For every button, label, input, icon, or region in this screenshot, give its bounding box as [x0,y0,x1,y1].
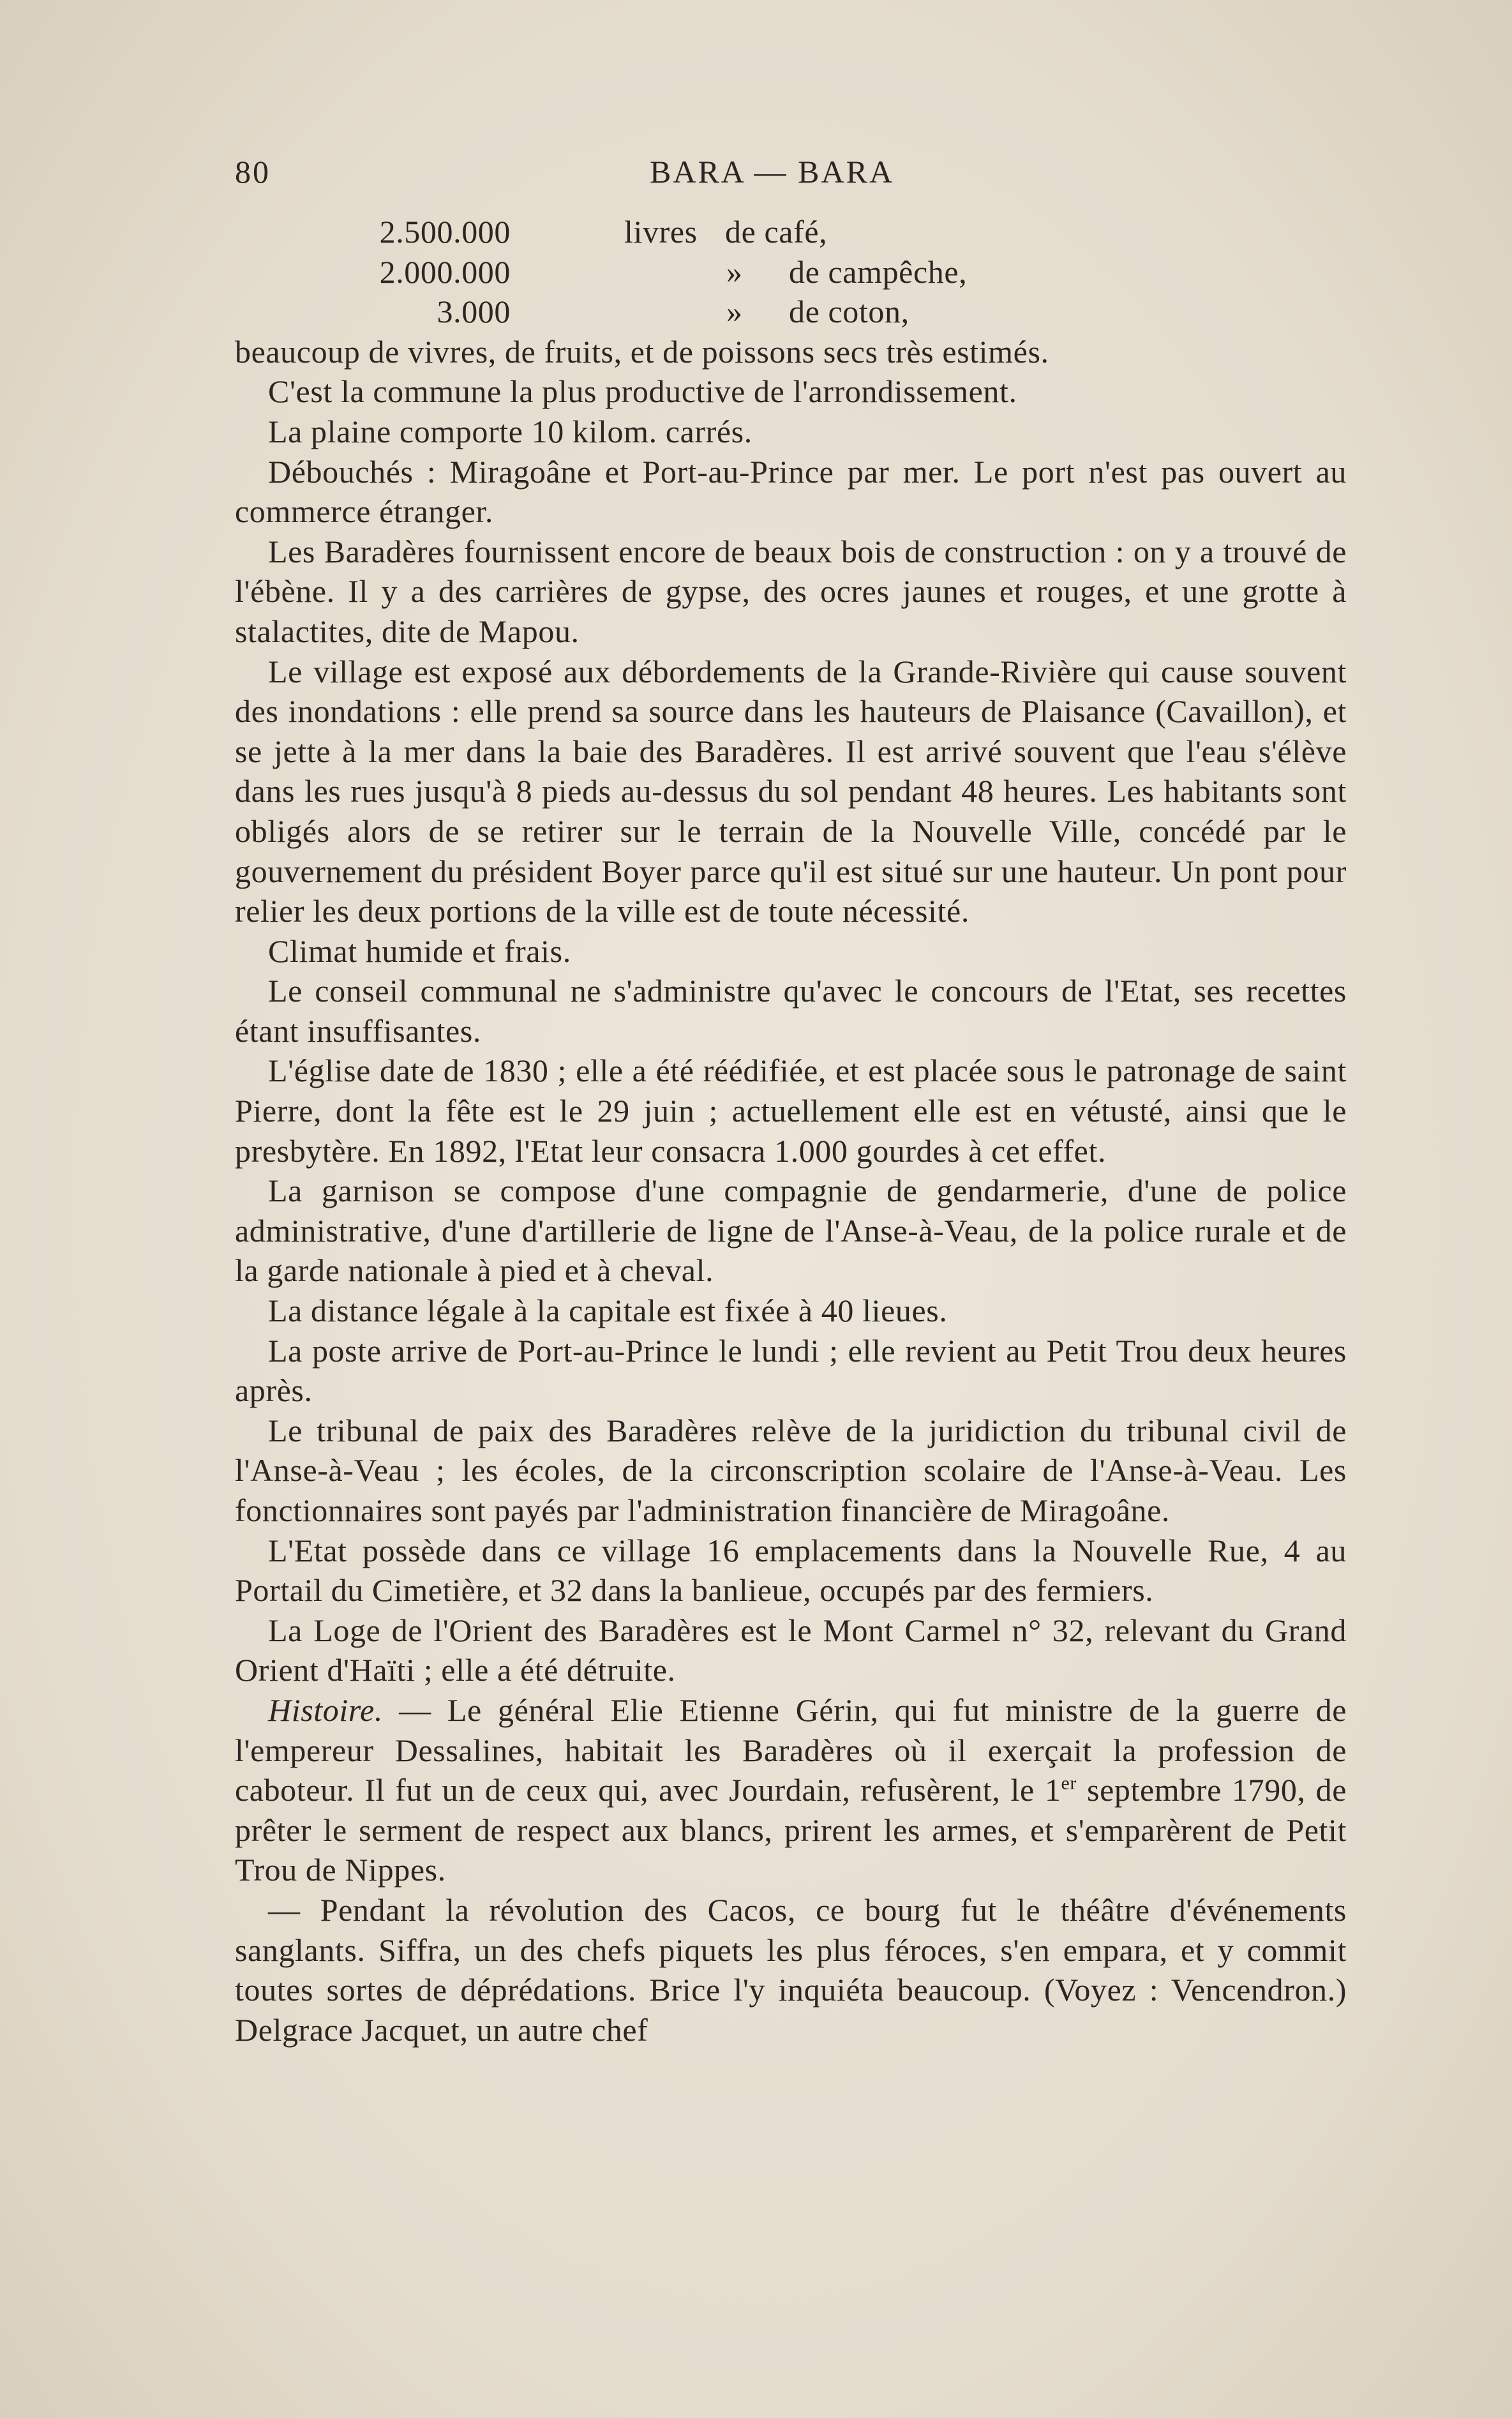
paragraph: Débouchés : Miragoâne et Port-au-Prince par mer. Le port n'est pas ouvert au commerce étranger. [235,453,1347,530]
paragraph: Le tribunal de paix des Baradères relève de la juridiction du tribunal civil de l'Anse-à-Veau ; les écoles, de la circonscription scolaire de l'Anse-à-Veau. Les fonctionnaires sont payés par l'administration financière de Miragoâne. [235,1412,1347,1528]
paragraph: beaucoup de vivres, de fruits, et de poissons secs très estimés. [235,333,1049,370]
production-row [235,292,1347,332]
page-header [235,153,1345,198]
production-unit: » [726,294,743,330]
production-quantity: 3.000 [437,294,511,330]
page-number: 80 [235,154,271,190]
paragraph: Le conseil communal ne s'administre qu'avec le concours de l'Etat, ses recettes étant insuffisantes. [235,973,1347,1049]
production-unit: livres [624,214,698,250]
paragraph-histoire [235,1690,1347,1890]
ordinal-superscript: er [1061,1773,1077,1794]
histoire-label: Histoire. [268,1692,383,1728]
paragraph: Climat humide et frais. [268,933,571,969]
running-title: BARA — BARA [650,154,895,190]
paragraph: C'est la commune la plus productive de l'arrondissement. [268,373,1017,410]
body-text [235,212,1347,2050]
paragraph: La Loge de l'Orient des Baradères est le Mont Carmel n° 32, relevant du Grand Orient d'Haïti ; elle a été détruite. [235,1612,1347,1688]
production-list [235,212,1347,332]
paragraph: La poste arrive de Port-au-Prince le lundi ; elle revient au Petit Trou deux heures après. [235,1332,1347,1409]
production-quantity: 2.000.000 [379,253,511,290]
histoire-text-a: — Le général Elie Etienne Gérin, qui fut ministre de la guerre de l'empereur Dessalines, habitait les Baradères où il exerçait la profession de caboteur. Il fut un de ceux qui, avec Jourdain, refusèrent, le 1 [235,1692,1347,1808]
paragraph: La distance légale à la capitale est fixée à 40 lieues. [268,1293,948,1329]
paragraph: La plaine comporte 10 kilom. carrés. [268,413,752,449]
paragraph: Les Baradères fournissent encore de beaux bois de construction : on y a trouvé de l'ébène. Il y a des carrières de gypse, des ocres jaunes et rouges, et une grotte à stalactites, dite de Mapou. [235,533,1347,649]
production-item: de café, [725,214,828,250]
production-item: de coton, [789,294,909,330]
paragraph: L'église date de 1830 ; elle a été réédifiée, et est placée sous le patronage de saint Pierre, dont la fête est le 29 juin ; actuellement elle est en vétusté, ainsi que le presbytère. En 1892, l'Etat leur consacra 1.000 gourdes à cet effet. [235,1053,1347,1169]
production-row [235,252,1347,292]
paragraph: — Pendant la révolution des Cacos, ce bourg fut le théâtre d'événements sanglants. Siffra, un des chefs piquets les plus féroces, s'en empara, et y commit toutes sortes de déprédations. Brice l'y inquiéta beaucoup. (Voyez : Vencendron.) Delgrace Jacquet, un autre chef [235,1891,1347,2048]
paragraph: La garnison se compose d'une compagnie de gendarmerie, d'une de police administrative, d'une d'artillerie de ligne de l'Anse-à-Veau, de la police rurale et de la garde nationale à pied et à cheval. [235,1173,1347,1289]
production-item: de campêche, [789,253,968,290]
production-unit: » [726,253,743,290]
paragraph: Le village est exposé aux débordements de la Grande-Rivière qui cause souvent des inondations : elle prend sa source dans les hauteurs de Plaisance (Cavaillon), et se jette à la mer dans la baie des Baradères. Il est arrivé souvent que l'eau s'élève dans les rues jusqu'à 8 pieds au-dessus du sol pendant 48 heures. Les habitants sont obligés alors de se retirer sur le terrain de la Nouvelle Ville, concédé par le gouvernement du président Boyer parce qu'il est situé sur une hauteur. Un pont pour relier les deux portions de la ville est de toute nécessité. [235,653,1347,929]
production-row [235,212,1347,252]
paragraph: L'Etat possède dans ce village 16 emplacements dans la Nouvelle Rue, 4 au Portail du Cimetière, et 32 dans la banlieue, occupés par des fermiers. [235,1532,1347,1609]
production-quantity: 2.500.000 [379,214,511,250]
histoire-text-b: septembre 1790, de prêter le serment de respect aux blancs, prirent les armes, et s'emparèrent de Petit Trou de Nippes. [235,1772,1347,1888]
